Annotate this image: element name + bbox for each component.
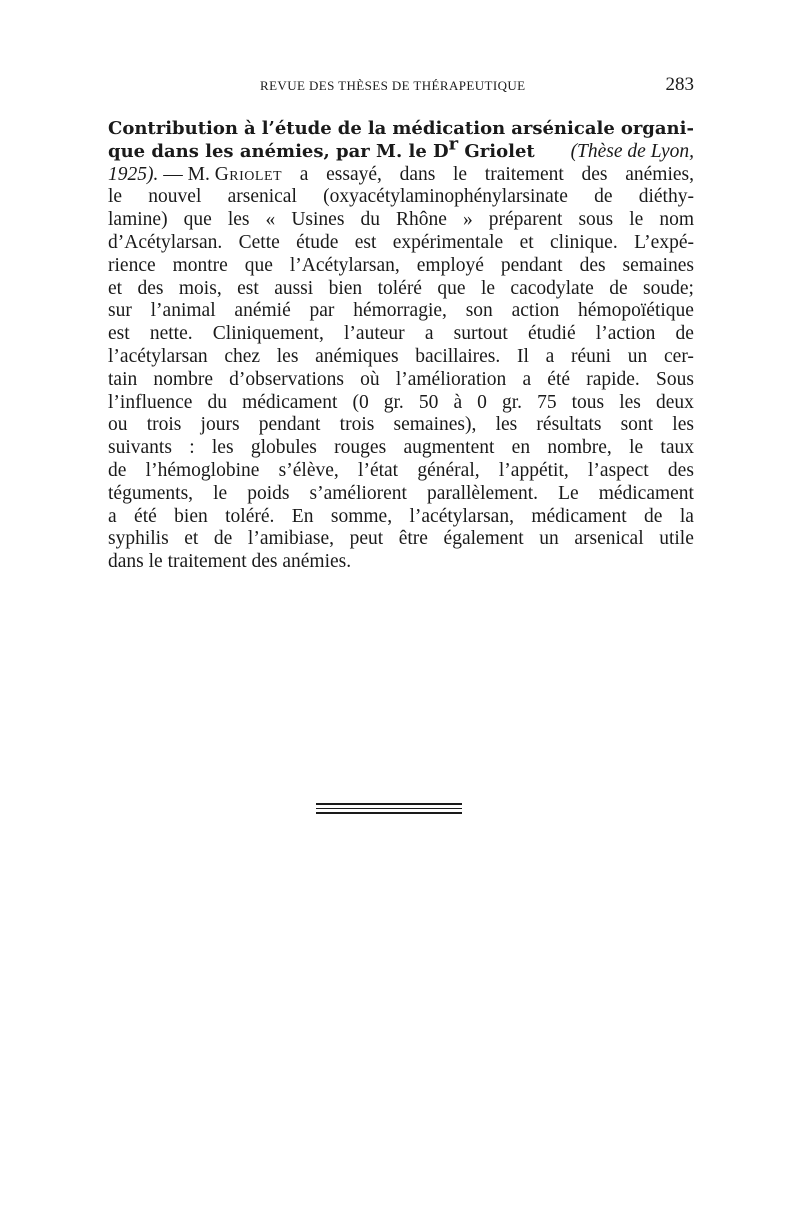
word: être bbox=[398, 528, 428, 550]
word: diéthy- bbox=[638, 186, 694, 208]
word: suivants bbox=[108, 437, 172, 459]
text-line bbox=[108, 369, 694, 392]
word: trois bbox=[339, 414, 375, 436]
word: médicament bbox=[598, 482, 694, 504]
word: cer- bbox=[664, 345, 694, 367]
word: l’acétylarsan, bbox=[409, 505, 514, 527]
running-title: REVUE DES THÈSES DE THÉRAPEUTIQUE bbox=[260, 78, 526, 93]
word: employé bbox=[416, 254, 484, 276]
word: de bbox=[609, 277, 628, 299]
title-group bbox=[108, 133, 535, 164]
word: Rhône bbox=[396, 209, 447, 231]
word: les bbox=[227, 209, 250, 231]
title-superscript: r bbox=[448, 133, 459, 155]
word: médicament bbox=[531, 505, 627, 527]
title-word: de bbox=[337, 118, 362, 139]
word: jours bbox=[200, 414, 240, 436]
word: expérimentale bbox=[392, 231, 504, 253]
line3-group bbox=[108, 164, 282, 187]
word: de bbox=[644, 505, 663, 527]
article-title-part-2: que dans les anémies, par M. le D bbox=[108, 140, 449, 162]
word: soude; bbox=[643, 277, 694, 299]
word: nouvel bbox=[148, 186, 202, 208]
word: 75 bbox=[537, 391, 557, 413]
word: arsenical bbox=[227, 186, 297, 208]
word: nombre, bbox=[547, 437, 612, 459]
running-head bbox=[108, 76, 694, 100]
title-word: à bbox=[244, 118, 256, 139]
word: l’aspect bbox=[588, 459, 649, 481]
text-line bbox=[108, 186, 694, 209]
word: et bbox=[108, 277, 123, 299]
word: tous bbox=[571, 391, 605, 413]
title-word: Contribution bbox=[108, 118, 238, 139]
word: bien bbox=[174, 505, 208, 527]
word: résultats bbox=[536, 414, 602, 436]
text-line bbox=[108, 278, 694, 301]
last-line-text: dans le traitement des anémies. bbox=[108, 551, 352, 573]
word: dans bbox=[399, 163, 436, 185]
word: un bbox=[539, 528, 559, 550]
word: pendant bbox=[258, 414, 321, 436]
word: anémié bbox=[234, 300, 291, 322]
word: l’Acétylarsan, bbox=[289, 254, 400, 276]
word: d’Acétylarsan. bbox=[108, 231, 223, 253]
word: le bbox=[480, 277, 496, 299]
word: Cliniquement, bbox=[212, 323, 324, 345]
word: a bbox=[108, 505, 117, 527]
text-line bbox=[108, 255, 694, 278]
word: l’animal bbox=[150, 300, 216, 322]
word: l’amibiase, bbox=[247, 528, 334, 550]
title-word: organi- bbox=[620, 118, 694, 139]
word: bacillaires. bbox=[415, 345, 501, 367]
page-number: 283 bbox=[665, 74, 694, 95]
word: été bbox=[547, 368, 571, 390]
word: les bbox=[276, 345, 299, 367]
word: général, bbox=[417, 459, 480, 481]
body-lines bbox=[108, 186, 694, 551]
word: de bbox=[675, 323, 694, 345]
word: peut bbox=[349, 528, 384, 550]
word: lamine) bbox=[108, 209, 168, 231]
word: son bbox=[465, 300, 493, 322]
word: et bbox=[519, 231, 534, 253]
text-line bbox=[108, 483, 694, 506]
word: montre bbox=[172, 254, 228, 276]
text-line bbox=[108, 392, 694, 415]
word: que bbox=[437, 277, 466, 299]
word: d’observations bbox=[229, 368, 344, 390]
word: semaines), bbox=[393, 414, 477, 436]
word: 50 bbox=[418, 391, 439, 413]
word: un bbox=[627, 345, 648, 367]
word: l’état bbox=[358, 459, 399, 481]
word: Sous bbox=[655, 368, 694, 390]
author-name: Griolet bbox=[214, 163, 283, 185]
word: Cette bbox=[238, 231, 280, 253]
title-word: arsénicale bbox=[511, 118, 615, 139]
word: toléré. bbox=[225, 505, 275, 527]
word: anémiques bbox=[315, 345, 399, 367]
word: L’expé- bbox=[634, 231, 694, 253]
word: est bbox=[108, 323, 130, 345]
word: (oxyacétylaminophénylarsinate bbox=[323, 186, 568, 208]
text-line bbox=[108, 323, 694, 346]
title-word: l’étude bbox=[261, 118, 332, 139]
word: taux bbox=[660, 437, 694, 459]
word: des bbox=[581, 163, 608, 185]
word: de bbox=[108, 459, 127, 481]
word: que bbox=[244, 254, 273, 276]
word: hémorragie, bbox=[353, 300, 447, 322]
word: (0 bbox=[352, 391, 369, 413]
word: hémopoïétique bbox=[578, 300, 694, 322]
word: est bbox=[354, 231, 377, 253]
word: le bbox=[108, 186, 123, 208]
word: l’influence bbox=[108, 391, 193, 413]
word: le bbox=[629, 209, 644, 231]
word: l’hémoglobine bbox=[145, 459, 260, 481]
word: les bbox=[672, 414, 694, 436]
word: somme, bbox=[330, 505, 393, 527]
word: les bbox=[619, 391, 641, 413]
word: gr. bbox=[501, 391, 523, 413]
word: l’action bbox=[595, 323, 656, 345]
word: poids bbox=[247, 482, 290, 504]
word: En bbox=[291, 505, 314, 527]
citation-year: 1925). bbox=[108, 163, 159, 185]
word: étudié bbox=[527, 323, 576, 345]
end-rule-bar-bottom bbox=[316, 812, 462, 814]
text-line bbox=[108, 209, 694, 232]
word: ou bbox=[108, 414, 128, 436]
word: augmentent bbox=[403, 437, 495, 459]
word: Usines bbox=[291, 209, 345, 231]
word: est bbox=[237, 277, 259, 299]
word: Il bbox=[516, 345, 529, 367]
word: parallèlement. bbox=[427, 482, 539, 504]
end-rule-bar-top bbox=[316, 803, 462, 805]
word: la bbox=[679, 505, 694, 527]
word: rouges bbox=[334, 437, 387, 459]
word: de bbox=[594, 186, 613, 208]
word: également bbox=[443, 528, 524, 550]
word: nom bbox=[659, 209, 694, 231]
word: où bbox=[360, 368, 380, 390]
word: anémies, bbox=[625, 163, 694, 185]
citation: (Thèse de Lyon, bbox=[570, 140, 694, 162]
word: toléré bbox=[377, 277, 422, 299]
word: aussi bbox=[274, 277, 314, 299]
word: des bbox=[137, 277, 164, 299]
word: semaines bbox=[622, 254, 694, 276]
text-line bbox=[108, 346, 694, 369]
text-line bbox=[108, 437, 694, 460]
word: a bbox=[299, 163, 309, 185]
text-line-2 bbox=[108, 133, 694, 164]
word: étude bbox=[296, 231, 339, 253]
word: » bbox=[462, 209, 473, 231]
word: par bbox=[309, 300, 335, 322]
word: deux bbox=[655, 391, 694, 413]
word: tain bbox=[108, 368, 138, 390]
text-line bbox=[108, 506, 694, 529]
word: utile bbox=[659, 528, 694, 550]
word: préparent bbox=[488, 209, 563, 231]
word: les bbox=[211, 437, 234, 459]
word: de bbox=[213, 528, 233, 550]
word: surtout bbox=[453, 323, 508, 345]
text-line-1 bbox=[108, 118, 694, 141]
text-line-3 bbox=[108, 164, 694, 187]
word: les bbox=[495, 414, 518, 436]
word: et bbox=[184, 528, 199, 550]
text-line bbox=[108, 460, 694, 483]
word: 0 bbox=[477, 391, 487, 413]
article-title-part-3: Griolet bbox=[458, 140, 535, 162]
word: rience bbox=[108, 254, 156, 276]
word: cacodylate bbox=[510, 277, 594, 299]
word: « bbox=[265, 209, 276, 231]
word: pendant bbox=[500, 254, 563, 276]
word: l’amélioration bbox=[395, 368, 507, 390]
word: action bbox=[511, 300, 560, 322]
word: sont bbox=[620, 414, 654, 436]
word: a bbox=[545, 345, 555, 367]
text-line bbox=[108, 414, 694, 437]
word: que bbox=[183, 209, 212, 231]
word: du bbox=[360, 209, 380, 231]
article-body bbox=[108, 118, 694, 574]
word: l’appétit, bbox=[498, 459, 569, 481]
word: s’améliorent bbox=[309, 482, 407, 504]
dash-text: — M. bbox=[158, 163, 215, 185]
word: clinique. bbox=[550, 231, 618, 253]
word: rapide. bbox=[586, 368, 640, 390]
word: médicament bbox=[242, 391, 338, 413]
word: nombre bbox=[153, 368, 213, 390]
word: l’auteur bbox=[344, 323, 405, 345]
word: le bbox=[213, 482, 228, 504]
word: l’acétylarsan bbox=[108, 345, 208, 367]
word: été bbox=[134, 505, 157, 527]
end-rule bbox=[316, 803, 462, 814]
word: nette. bbox=[149, 323, 193, 345]
text-line bbox=[108, 232, 694, 255]
word: mois, bbox=[178, 277, 222, 299]
word: globules bbox=[250, 437, 317, 459]
word: des bbox=[667, 459, 694, 481]
word: traitement bbox=[484, 163, 564, 185]
word: Le bbox=[558, 482, 579, 504]
word: le bbox=[629, 437, 644, 459]
text-line bbox=[108, 300, 694, 323]
title-word: médication bbox=[392, 118, 506, 139]
word: des bbox=[579, 254, 606, 276]
text-line bbox=[108, 528, 694, 551]
word: sur bbox=[108, 300, 132, 322]
word: chez bbox=[224, 345, 261, 367]
word: sous bbox=[578, 209, 614, 231]
word: essayé, bbox=[326, 163, 382, 185]
word: : bbox=[189, 437, 195, 459]
word: gr. bbox=[383, 391, 404, 413]
text-line-last bbox=[108, 551, 694, 574]
word: arsenical bbox=[574, 528, 644, 550]
word: syphilis bbox=[108, 528, 169, 550]
word: réuni bbox=[571, 345, 612, 367]
word: en bbox=[511, 437, 531, 459]
end-rule-bar-middle bbox=[316, 808, 462, 809]
word: téguments, bbox=[108, 482, 194, 504]
word: à bbox=[453, 391, 463, 413]
word: le bbox=[453, 163, 468, 185]
word: a bbox=[522, 368, 532, 390]
title-word: la bbox=[367, 118, 387, 139]
word: a bbox=[424, 323, 434, 345]
word: trois bbox=[146, 414, 182, 436]
word: du bbox=[207, 391, 228, 413]
word: s’élève, bbox=[278, 459, 339, 481]
word: bien bbox=[328, 277, 363, 299]
